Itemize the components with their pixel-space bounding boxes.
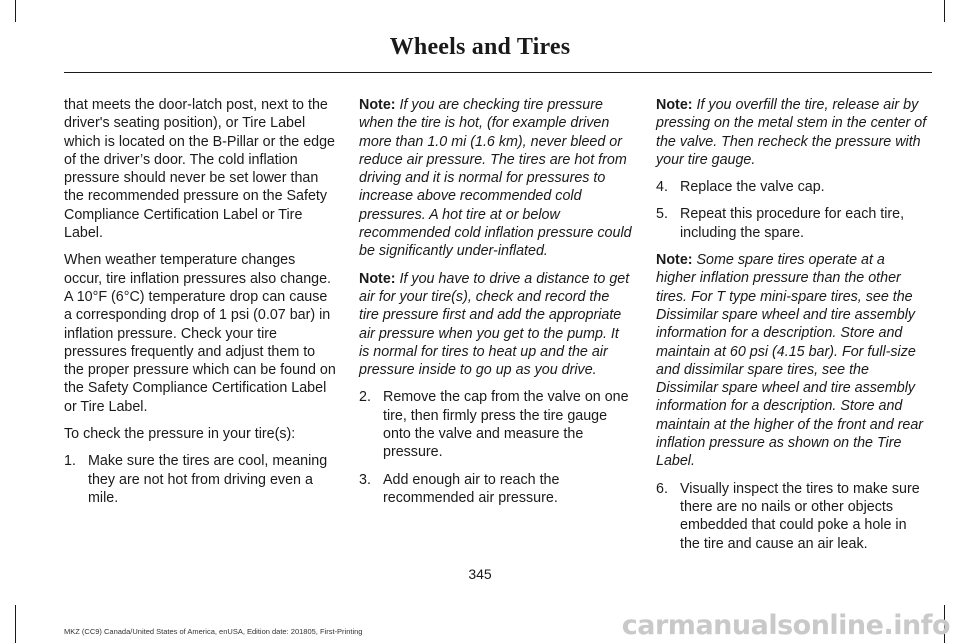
page-title: Wheels and Tires	[389, 34, 571, 60]
note-label: Note:	[359, 270, 396, 287]
note-text: If you overfill the tire, release air by pressing on the metal stem in the center of the valve. Then recheck the pressure with your tire gauge.	[656, 97, 927, 168]
paragraph: When weather temperature changes occur, tire inflation pressures also change. A 10°F (6°C) temperature drop can cause a corresponding drop of 1 psi (0.07 bar) in inflation pressure. Check your tire pressures frequently and adjust them to the proper pressure which can be found on the Safety Compliance Certification Label or Tire Label.	[64, 252, 336, 415]
step-text: Repeat this procedure for each tire, including the spare.	[680, 206, 905, 241]
list-item	[359, 388, 633, 461]
note-text: If you are checking tire pressure when the tire is hot, (for example driven more than 1.0 mi (1.6 km), never bleed or reduce air pressure. The tires are hot from driving and it is normal for pressures to increase above recommended cold pressures. A hot tire at or below recommended cold inflation pressure could be significantly under-inflated.	[359, 97, 632, 260]
step-text: Add enough air to reach the recommended air pressure.	[383, 471, 560, 506]
column-2	[359, 96, 633, 516]
list-item	[359, 471, 633, 508]
note-text: If you have to drive a distance to get air for your tire(s), check and record the tire pressure first and add the appropriate air pressure when you get to the pump. It is normal for tires to heat up and the air pressure inside to go up as you drive.	[359, 270, 630, 379]
watermark: carmanualsonline.info	[621, 610, 950, 641]
step-text: Make sure the tires are cool, meaning they are not hot from driving even a mile.	[88, 453, 328, 506]
note	[656, 251, 928, 471]
crop-mark	[944, 0, 945, 22]
step-number: 1.	[64, 453, 76, 470]
step-number: 4.	[656, 179, 668, 196]
header-rule	[64, 72, 932, 73]
step-number: 6.	[656, 480, 668, 497]
paragraph: To check the pressure in your tire(s):	[64, 426, 296, 443]
page-number: 345	[468, 566, 492, 582]
list-item	[656, 178, 928, 196]
list-item	[64, 452, 336, 507]
edition-info: MKZ (CC9) Canada/United States of America, enUSA, Edition date: 201805, First-Printing	[64, 627, 363, 636]
column-3	[656, 96, 928, 562]
step-number: 3.	[359, 471, 371, 488]
note-label: Note:	[656, 252, 693, 269]
crop-mark	[15, 0, 16, 22]
note-label: Note:	[359, 97, 396, 113]
step-text: Visually inspect the tires to make sure there are no nails or other objects embedded that could poke a hole in the tire and cause an air leak.	[680, 480, 920, 552]
step-number: 5.	[656, 206, 668, 223]
note	[656, 96, 928, 169]
step-text: Remove the cap from the valve on one tire, then firmly press the tire gauge onto the valve and measure the pressure.	[383, 389, 629, 461]
note-text: Some spare tires operate at a higher inflation pressure than the other tires. For T type mini-spare tires, see the Dissimilar spare wheel and tire assembly information for a description. Store and maintain at 60 psi (4.15 bar). For full-size and dissimilar spare tires, see the Dissimilar spare wheel and tire assembly information for a description. Store and maintain at the higher of the front and rear inflation pressure as shown on the Tire Label.	[656, 252, 924, 470]
note	[359, 96, 633, 261]
list-item	[656, 205, 928, 242]
step-number: 2.	[359, 389, 371, 406]
note	[359, 270, 633, 380]
step-text: Replace the valve cap.	[680, 179, 825, 196]
paragraph: that meets the door-latch post, next to the driver's seating position), or Tire Label which is located on the B-Pillar or the edge of the driver’s door. The cold inflation pressure should never be set lower than the recommended pressure on the Safety Compliance Certification Label or Tire Label.	[64, 97, 335, 242]
list-item	[656, 480, 928, 553]
column-1	[64, 96, 336, 516]
crop-mark	[15, 605, 16, 643]
note-label: Note:	[656, 97, 693, 113]
